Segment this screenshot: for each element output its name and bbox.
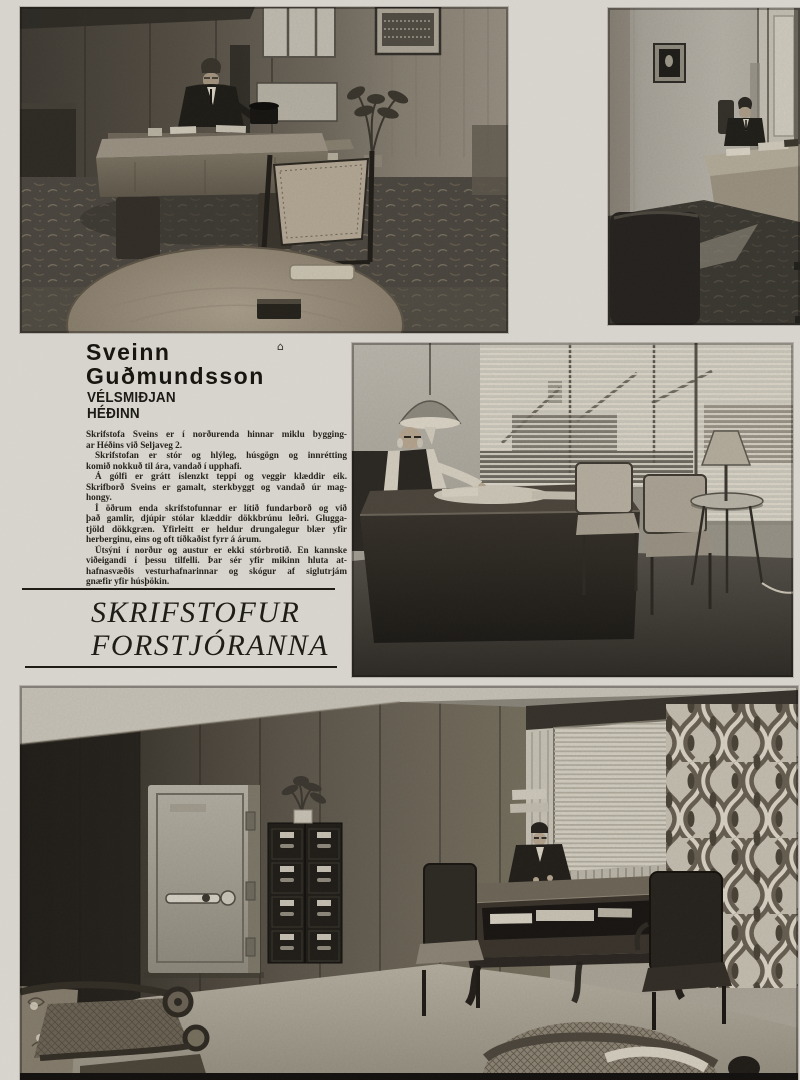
photo-corner-office: [20, 7, 508, 333]
photo-grain: [352, 343, 793, 677]
body-text-line: ar Héðins við Seljaveg 2.: [86, 439, 183, 450]
body-text-line: viðeigandi í þessu tilfelli. Þar sér yfir mikinn hluta at-: [86, 555, 347, 565]
body-text-line: Útsýni í norður og austur er ekki stórbrotið. En kannske: [95, 544, 347, 555]
body-text-line: Á gólfi er grátt íslenzkt teppi og veggir klæddir eik.: [95, 471, 347, 481]
body-text-line: tjöld dökkgræn. Yfirleitt er heldur drungalegur blær yfir: [86, 523, 347, 534]
section-title-line2: FORSTJÓRANNA: [91, 629, 329, 662]
body-text-line: komið nokkuð til ára, vandað í upphafi.: [86, 460, 242, 471]
body-text-line: hongy.: [86, 492, 112, 502]
photo-grain: [20, 686, 798, 1080]
body-text-line: herberginu, eins og oft tíðkaðist fyrr á árum.: [86, 534, 262, 544]
section-title-line1: SKRIFSTOFUR: [91, 596, 301, 629]
photo-grain: [20, 7, 508, 333]
company-line2: HÉÐINN: [87, 405, 140, 422]
author-name-line1: Sveinn: [86, 339, 171, 365]
body-text-line: gnæfir yfir húsþökin.: [86, 576, 170, 586]
body-text-line: Skrifstofan er stór og hlýleg, húsgögn og innrétting: [95, 450, 347, 460]
article-body: [86, 429, 347, 587]
body-text-line: hafnasvæðis vesturhafnarinnar og skógur af siglutrjám: [86, 565, 347, 576]
photo-small-office: [608, 8, 800, 325]
body-text-line: Í öðrum enda skrifstofunnar er lítið fundarborð og við: [95, 502, 347, 513]
author-name-heading: [86, 341, 265, 388]
section-title: [91, 596, 329, 662]
divider-rule-top: [22, 588, 335, 590]
company-line1: VÉLSMIÐJAN: [87, 390, 176, 406]
photo-grain: [608, 8, 800, 325]
body-text-line: Skrifborð Sveins er gamalt, sterkbyggt og vandað úr mag-: [86, 481, 347, 492]
body-text-line: Skrifstofa Sveins er í norðurenda hinnar miklu bygging-: [86, 429, 347, 439]
photo-blinds-office: [352, 343, 793, 677]
photo-directors-office: [20, 686, 798, 1080]
body-text-line: það gamlir, djúpir stólar klæddir dökkbrúnu leðri. Glugga-: [86, 513, 347, 523]
divider-rule-bottom: [25, 666, 337, 668]
company-heading: [87, 391, 176, 422]
page-edge-mark: [795, 316, 800, 323]
author-name-line2: Guðmundsson: [86, 362, 265, 389]
pointer-mark: ⌂: [277, 340, 284, 353]
page-edge-mark: [794, 262, 800, 270]
